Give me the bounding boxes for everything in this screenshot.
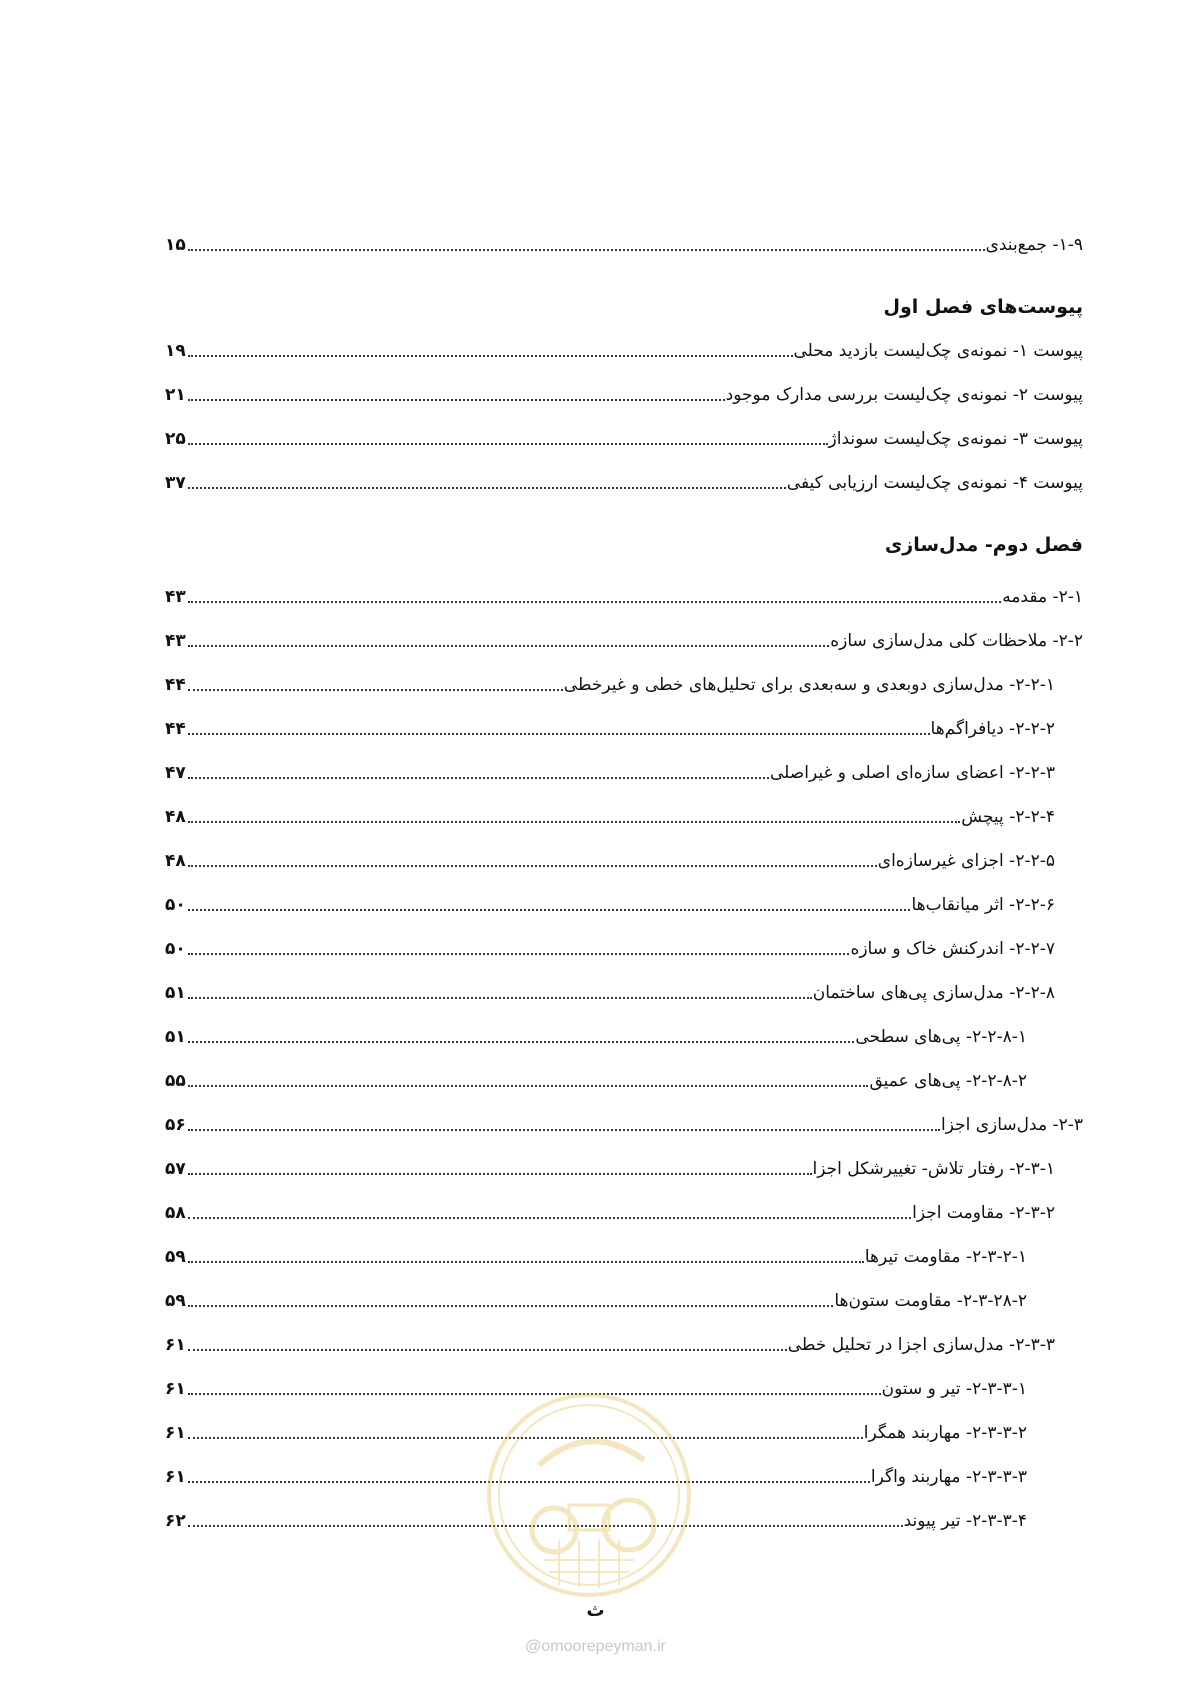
toc-entry-title: پیوست ۲- نمونه‌ی چک‌لیست بررسی مدارک موجود (725, 385, 1083, 405)
toc-entry[interactable] (165, 916, 1083, 960)
toc-entry-title: ۲-۲-۴- پیچش (961, 807, 1055, 827)
dot-leader (188, 821, 960, 823)
dot-leader (188, 909, 910, 911)
toc-entry[interactable] (165, 740, 1083, 784)
toc-entry-title: ۲-۳- مدل‌سازی اجزا (940, 1115, 1083, 1135)
dot-leader (188, 1085, 868, 1087)
toc-entry-title: ۲-۳-۳- مدل‌سازی اجزا در تحلیل خطی (787, 1335, 1055, 1355)
chapter-heading: فصل دوم- مدل‌سازی (884, 534, 1083, 556)
toc-entry[interactable] (165, 1004, 1083, 1048)
dot-leader (188, 1305, 833, 1307)
dot-leader (188, 601, 1001, 603)
toc-entry[interactable] (165, 1092, 1083, 1136)
toc-entry[interactable] (165, 450, 1083, 494)
toc-entry[interactable] (165, 1180, 1083, 1224)
toc-entry-page: ۶۱ (165, 1379, 186, 1399)
toc-entry-page: ۱۹ (165, 341, 186, 361)
toc-entry[interactable] (165, 1224, 1083, 1268)
dot-leader (188, 249, 985, 251)
dot-leader (188, 777, 769, 779)
toc-entry-title: ۲-۲-۷- اندرکنش خاک و سازه (850, 939, 1055, 959)
toc-entry-title: ۲-۲-۸-۲- پی‌های عمیق (869, 1071, 1027, 1091)
toc-entry[interactable] (165, 784, 1083, 828)
toc-entry-title: ۲-۲-۸-۱- پی‌های سطحی (855, 1027, 1027, 1047)
dot-leader (188, 1041, 854, 1043)
toc-entry-page: ۳۷ (165, 473, 186, 493)
toc-entry-page: ۱۵ (165, 235, 186, 255)
toc-entry-page: ۶۱ (165, 1467, 186, 1487)
dot-leader (188, 689, 563, 691)
toc-entry[interactable] (165, 828, 1083, 872)
toc-entry-title: ۲-۱- مقدمه (1002, 587, 1083, 607)
appendix-heading: پیوست‌های فصل اول (883, 296, 1083, 318)
toc-entry-page: ۲۱ (165, 385, 186, 405)
toc-entry-title: ۲-۳-۲۸-۲- مقاومت ستون‌ها (834, 1291, 1027, 1311)
toc-entry-page: ۲۵ (165, 429, 186, 449)
toc-entry[interactable] (165, 652, 1083, 696)
toc-entry-title: ۲-۳-۳-۳- مهاربند واگرا (870, 1467, 1027, 1487)
toc-entry[interactable] (165, 960, 1083, 1004)
toc-entry[interactable] (165, 1136, 1083, 1180)
page-number: ث (586, 1600, 605, 1621)
toc-chapter-entries (165, 564, 1083, 1532)
toc-entry-page: ۴۴ (165, 719, 186, 739)
toc-entry-page: ۵۱ (165, 1027, 186, 1047)
toc-entry-page: ۴۸ (165, 807, 186, 827)
dot-leader (188, 953, 849, 955)
dot-leader (188, 645, 829, 647)
dot-leader (188, 1349, 787, 1351)
toc-entry-title: ۲-۳-۳-۴- تیر پیوند (903, 1511, 1027, 1531)
dot-leader (188, 1217, 911, 1219)
toc-entry-page: ۴۳ (165, 587, 186, 607)
toc-entry[interactable] (165, 696, 1083, 740)
toc-entry-title: ۲-۳-۱- رفتار تلاش- تغییرشکل اجزا (812, 1159, 1055, 1179)
toc-entry-title: پیوست ۴- نمونه‌ی چک‌لیست ارزیابی کیفی (786, 473, 1083, 493)
dot-leader (188, 1261, 864, 1263)
toc-entry[interactable] (165, 564, 1083, 608)
toc-entry-title: ۲-۲-۶- اثر میانقاب‌ها (911, 895, 1055, 915)
dot-leader (188, 733, 930, 735)
seal-logo-icon (484, 1390, 694, 1600)
toc-entry-title: ۲-۲-۱- مدل‌سازی دوبعدی و سه‌بعدی برای تحلیل‌های خطی و غیرخطی (563, 675, 1055, 695)
toc-entry-page: ۴۸ (165, 851, 186, 871)
toc-entry[interactable] (165, 212, 1083, 256)
toc-entry-title: ۲-۲-۳- اعضای سازه‌ای اصلی و غیراصلی (769, 763, 1055, 783)
toc-entry-page: ۴۷ (165, 763, 186, 783)
toc-entry-title: ۲-۲- ملاحظات کلی مدل‌سازی سازه (830, 631, 1083, 651)
dot-leader (188, 355, 793, 357)
toc-entry[interactable] (165, 1312, 1083, 1356)
toc-entry-page: ۵۹ (165, 1247, 186, 1267)
dot-leader (188, 443, 828, 445)
toc-entry-page: ۵۶ (165, 1115, 186, 1135)
watermark-url: @omoorepeyman.ir (525, 1638, 666, 1655)
toc-entry[interactable] (165, 1048, 1083, 1092)
toc-entry-title: ۲-۲-۸- مدل‌سازی پی‌های ساختمان (812, 983, 1055, 1003)
toc-entry-page: ۴۴ (165, 675, 186, 695)
toc-entry[interactable] (165, 318, 1083, 362)
toc-entry-page: ۵۰ (165, 895, 186, 915)
toc-entry-title: پیوست ۱- نمونه‌ی چک‌لیست بازدید محلی (793, 341, 1083, 361)
toc-entry[interactable] (165, 362, 1083, 406)
toc-entry[interactable] (165, 406, 1083, 450)
toc-entry[interactable] (165, 1268, 1083, 1312)
toc-entry-page: ۵۸ (165, 1203, 186, 1223)
toc-entry-title: ۲-۳-۳-۲- مهاربند همگرا (863, 1423, 1027, 1443)
toc-top-entries (165, 212, 1083, 256)
toc-entry-page: ۴۳ (165, 631, 186, 651)
toc-entry-title: ۲-۲-۵- اجزای غیرسازه‌ای (877, 851, 1055, 871)
toc-entry-page: ۵۵ (165, 1071, 186, 1091)
toc-entry-title: ۲-۲-۲- دیافراگم‌ها (930, 719, 1055, 739)
toc-entry-page: ۵۷ (165, 1159, 186, 1179)
toc-entry-title: ۲-۳-۲- مقاومت اجزا (912, 1203, 1055, 1223)
toc-entry-page: ۵۹ (165, 1291, 186, 1311)
toc-entry[interactable] (165, 872, 1083, 916)
dot-leader (188, 865, 877, 867)
toc-entry-title: ۱-۹- جمع‌بندی (985, 235, 1083, 255)
toc-entry-page: ۶۱ (165, 1423, 186, 1443)
dot-leader (188, 487, 786, 489)
dot-leader (188, 997, 812, 999)
toc-entry-title: ۲-۳-۲-۱- مقاومت تیرها (864, 1247, 1027, 1267)
dot-leader (188, 1129, 940, 1131)
toc-appendix-entries (165, 318, 1083, 494)
toc-entry[interactable] (165, 608, 1083, 652)
table-of-contents (165, 212, 1083, 1532)
toc-entry-page: ۶۱ (165, 1335, 186, 1355)
toc-entry-page: ۶۲ (165, 1511, 186, 1531)
dot-leader (188, 1173, 812, 1175)
toc-entry-title: ۲-۳-۳-۱- تیر و ستون (881, 1379, 1027, 1399)
dot-leader (188, 399, 725, 401)
toc-entry-page: ۵۱ (165, 983, 186, 1003)
toc-entry-page: ۵۰ (165, 939, 186, 959)
toc-entry-title: پیوست ۳- نمونه‌ی چک‌لیست سونداژ (828, 429, 1083, 449)
